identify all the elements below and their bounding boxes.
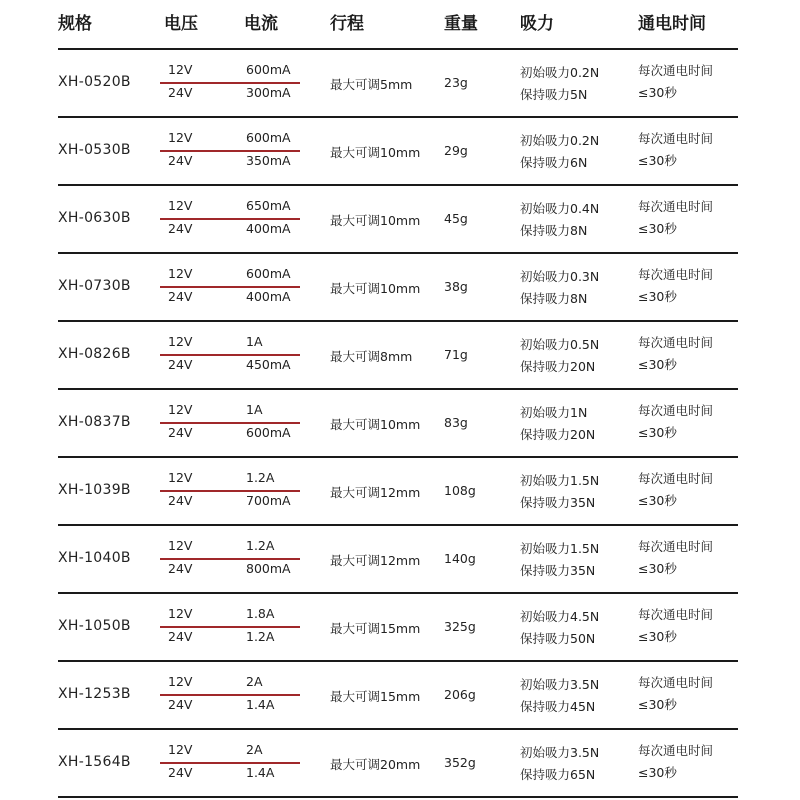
voltage-divider [160, 490, 300, 492]
energize-time-label: 每次通电时间 [638, 675, 714, 690]
stroke-value: 最大可调20mm [330, 757, 421, 772]
current-24v: 1.4A [246, 765, 275, 780]
energize-time-label: 每次通电时间 [638, 131, 714, 146]
current-24v: 700mA [246, 493, 291, 508]
energize-time-label: 每次通电时间 [638, 607, 714, 622]
table-row [58, 662, 738, 730]
weight-value: 38g [444, 279, 468, 294]
stroke-value: 最大可调15mm [330, 689, 421, 704]
energize-time-label: 每次通电时间 [638, 267, 714, 282]
energize-time-label: 每次通电时间 [638, 403, 714, 418]
current-12v: 600mA [246, 130, 291, 145]
energize-time-value: ≤30秒 [638, 153, 677, 168]
current-24v: 450mA [246, 357, 291, 372]
holding-force: 保持吸力35N [520, 495, 596, 510]
energize-time-label: 每次通电时间 [638, 539, 714, 554]
stroke-value: 最大可调10mm [330, 145, 421, 160]
voltage-12v: 12V [168, 674, 193, 689]
voltage-12v: 12V [168, 538, 193, 553]
stroke-value: 最大可调15mm [330, 621, 421, 636]
model-number: XH-1040B [58, 550, 131, 566]
energize-time-value: ≤30秒 [638, 629, 677, 644]
stroke-value: 最大可调10mm [330, 417, 421, 432]
voltage-12v: 12V [168, 198, 193, 213]
current-12v: 1A [246, 402, 263, 417]
model-number: XH-0826B [58, 346, 131, 362]
voltage-24v: 24V [168, 221, 193, 236]
current-12v: 2A [246, 742, 263, 757]
current-24v: 400mA [246, 289, 291, 304]
holding-force: 保持吸力65N [520, 767, 596, 782]
stroke-value: 最大可调12mm [330, 485, 421, 500]
voltage-divider [160, 82, 300, 84]
energize-time-value: ≤30秒 [638, 765, 677, 780]
voltage-12v: 12V [168, 470, 193, 485]
weight-value: 23g [444, 75, 468, 90]
stroke-value: 最大可调12mm [330, 553, 421, 568]
holding-force: 保持吸力8N [520, 223, 588, 238]
header-force: 吸力 [520, 14, 554, 34]
header-voltage: 电压 [164, 14, 198, 34]
table-row [58, 50, 738, 118]
current-12v: 1.2A [246, 470, 275, 485]
current-12v: 650mA [246, 198, 291, 213]
current-24v: 400mA [246, 221, 291, 236]
model-number: XH-1564B [58, 754, 131, 770]
header-stroke: 行程 [330, 14, 364, 34]
header-time: 通电时间 [638, 14, 706, 34]
energize-time-label: 每次通电时间 [638, 199, 714, 214]
holding-force: 保持吸力45N [520, 699, 596, 714]
current-12v: 1A [246, 334, 263, 349]
table-body [58, 50, 738, 798]
energize-time-label: 每次通电时间 [638, 471, 714, 486]
current-24v: 600mA [246, 425, 291, 440]
voltage-divider [160, 558, 300, 560]
model-number: XH-0730B [58, 278, 131, 294]
voltage-divider [160, 626, 300, 628]
voltage-divider [160, 694, 300, 696]
voltage-divider [160, 354, 300, 356]
voltage-24v: 24V [168, 85, 193, 100]
initial-force: 初始吸力0.2N [520, 133, 600, 148]
table-row [58, 322, 738, 390]
weight-value: 140g [444, 551, 476, 566]
weight-value: 29g [444, 143, 468, 158]
stroke-value: 最大可调8mm [330, 349, 413, 364]
table-row [58, 526, 738, 594]
weight-value: 45g [444, 211, 468, 226]
stroke-value: 最大可调10mm [330, 281, 421, 296]
energize-time-value: ≤30秒 [638, 85, 677, 100]
model-number: XH-1039B [58, 482, 131, 498]
weight-value: 71g [444, 347, 468, 362]
voltage-divider [160, 218, 300, 220]
voltage-24v: 24V [168, 425, 193, 440]
header-weight: 重量 [444, 14, 478, 34]
holding-force: 保持吸力8N [520, 291, 588, 306]
current-12v: 2A [246, 674, 263, 689]
voltage-12v: 12V [168, 334, 193, 349]
model-number: XH-1253B [58, 686, 131, 702]
model-number: XH-0837B [58, 414, 131, 430]
voltage-24v: 24V [168, 629, 193, 644]
voltage-12v: 12V [168, 402, 193, 417]
holding-force: 保持吸力50N [520, 631, 596, 646]
voltage-divider [160, 286, 300, 288]
table-row [58, 390, 738, 458]
initial-force: 初始吸力4.5N [520, 609, 600, 624]
weight-value: 83g [444, 415, 468, 430]
current-12v: 1.8A [246, 606, 275, 621]
table-row [58, 594, 738, 662]
energize-time-value: ≤30秒 [638, 221, 677, 236]
model-number: XH-0520B [58, 74, 131, 90]
weight-value: 325g [444, 619, 476, 634]
energize-time-value: ≤30秒 [638, 357, 677, 372]
energize-time-value: ≤30秒 [638, 425, 677, 440]
energize-time-value: ≤30秒 [638, 493, 677, 508]
stroke-value: 最大可调5mm [330, 77, 413, 92]
initial-force: 初始吸力0.3N [520, 269, 600, 284]
voltage-12v: 12V [168, 130, 193, 145]
table-row [58, 186, 738, 254]
voltage-24v: 24V [168, 765, 193, 780]
model-number: XH-0630B [58, 210, 131, 226]
initial-force: 初始吸力1N [520, 405, 588, 420]
current-24v: 350mA [246, 153, 291, 168]
current-24v: 1.2A [246, 629, 275, 644]
energize-time-label: 每次通电时间 [638, 335, 714, 350]
header-current: 电流 [244, 14, 278, 34]
voltage-24v: 24V [168, 289, 193, 304]
voltage-12v: 12V [168, 742, 193, 757]
voltage-divider [160, 422, 300, 424]
voltage-divider [160, 762, 300, 764]
holding-force: 保持吸力5N [520, 87, 588, 102]
holding-force: 保持吸力20N [520, 359, 596, 374]
initial-force: 初始吸力0.5N [520, 337, 600, 352]
current-12v: 600mA [246, 62, 291, 77]
initial-force: 初始吸力3.5N [520, 677, 600, 692]
energize-time-label: 每次通电时间 [638, 743, 714, 758]
voltage-12v: 12V [168, 606, 193, 621]
header-spec: 规格 [58, 14, 92, 34]
table-header [58, 0, 738, 50]
table-row [58, 730, 738, 798]
holding-force: 保持吸力20N [520, 427, 596, 442]
current-24v: 800mA [246, 561, 291, 576]
initial-force: 初始吸力3.5N [520, 745, 600, 760]
energize-time-value: ≤30秒 [638, 289, 677, 304]
voltage-24v: 24V [168, 357, 193, 372]
current-12v: 1.2A [246, 538, 275, 553]
model-number: XH-0530B [58, 142, 131, 158]
table-row [58, 458, 738, 526]
initial-force: 初始吸力1.5N [520, 473, 600, 488]
energize-time-value: ≤30秒 [638, 697, 677, 712]
current-24v: 300mA [246, 85, 291, 100]
weight-value: 352g [444, 755, 476, 770]
current-24v: 1.4A [246, 697, 275, 712]
current-12v: 600mA [246, 266, 291, 281]
model-number: XH-1050B [58, 618, 131, 634]
weight-value: 108g [444, 483, 476, 498]
weight-value: 206g [444, 687, 476, 702]
voltage-24v: 24V [168, 493, 193, 508]
spec-table [58, 0, 738, 798]
stroke-value: 最大可调10mm [330, 213, 421, 228]
holding-force: 保持吸力6N [520, 155, 588, 170]
energize-time-label: 每次通电时间 [638, 63, 714, 78]
voltage-12v: 12V [168, 266, 193, 281]
voltage-24v: 24V [168, 153, 193, 168]
holding-force: 保持吸力35N [520, 563, 596, 578]
voltage-24v: 24V [168, 697, 193, 712]
voltage-divider [160, 150, 300, 152]
table-row [58, 118, 738, 186]
table-row [58, 254, 738, 322]
voltage-24v: 24V [168, 561, 193, 576]
voltage-12v: 12V [168, 62, 193, 77]
initial-force: 初始吸力1.5N [520, 541, 600, 556]
initial-force: 初始吸力0.2N [520, 65, 600, 80]
initial-force: 初始吸力0.4N [520, 201, 600, 216]
energize-time-value: ≤30秒 [638, 561, 677, 576]
